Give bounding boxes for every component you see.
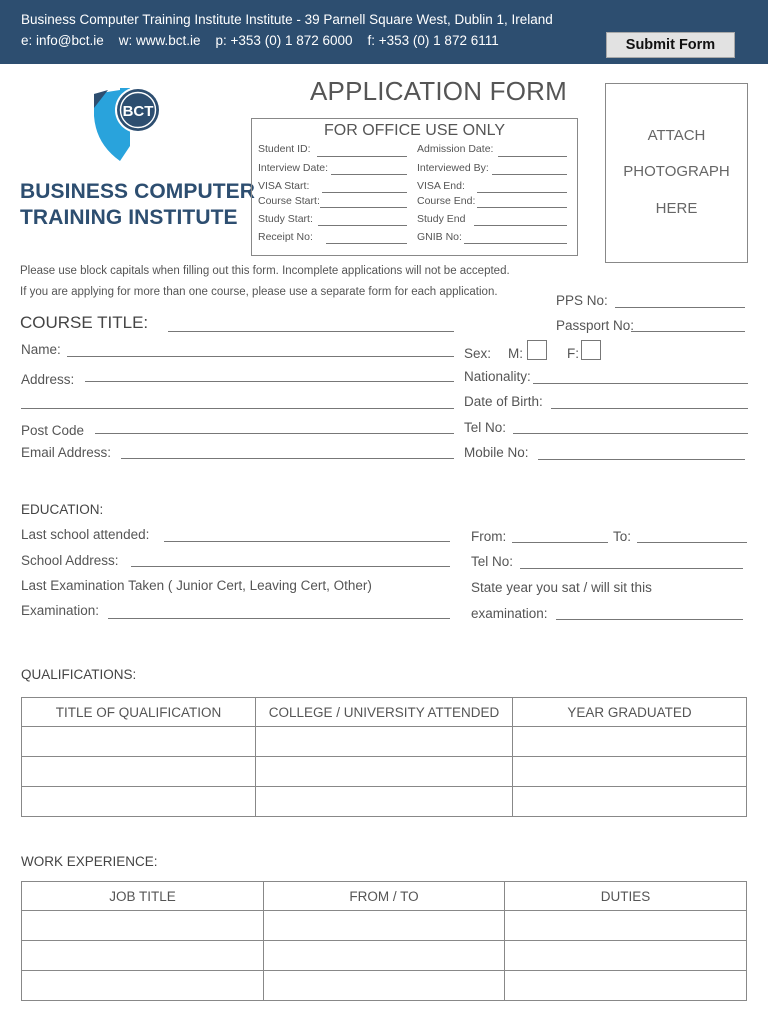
brand-name-line1: BUSINESS COMPUTER — [20, 180, 256, 203]
office-interview-date-label: Interview Date: — [258, 162, 329, 174]
table-cell[interactable] — [256, 757, 513, 787]
institute-address: Business Computer Training Institute Institute - 39 Parnell Square West, Dublin 1, Ireland — [21, 12, 553, 27]
table-cell[interactable] — [513, 727, 747, 757]
passport-field[interactable] — [631, 331, 745, 332]
edu-tel-label: Tel No: — [471, 554, 514, 569]
edu-to-label: To: — [613, 529, 632, 544]
tel-label: Tel No: — [464, 420, 507, 435]
photo-text-3: HERE — [655, 200, 698, 217]
education-heading: EDUCATION: — [21, 502, 104, 517]
office-gnib-no-field[interactable] — [464, 243, 567, 244]
address-field-2[interactable] — [21, 408, 454, 409]
name-label: Name: — [21, 342, 61, 357]
table-cell[interactable] — [22, 757, 256, 787]
course-title-label: COURSE TITLE: — [20, 313, 149, 332]
photo-attach-box[interactable] — [605, 83, 748, 263]
header-bar — [0, 0, 768, 64]
office-course-start-field[interactable] — [320, 207, 407, 208]
photo-text-2: PHOTOGRAPH — [623, 163, 730, 180]
address-field-1[interactable] — [85, 381, 454, 382]
table-row — [22, 757, 747, 787]
pps-label: PPS No: — [556, 293, 608, 308]
logo-text: BCT — [122, 103, 154, 120]
examination-field[interactable] — [108, 618, 450, 619]
table-cell[interactable] — [513, 757, 747, 787]
post-code-label: Post Code — [21, 423, 85, 438]
office-course-end-label: Course End: — [417, 195, 476, 207]
work-col-duties: DUTIES — [505, 882, 747, 911]
form-title: APPLICATION FORM — [310, 76, 567, 106]
examination-year-label: examination: — [471, 606, 548, 621]
work-col-job-title: JOB TITLE — [22, 882, 264, 911]
examination-year-field[interactable] — [556, 619, 743, 620]
email-field[interactable] — [121, 458, 454, 459]
sex-label: Sex: — [464, 346, 492, 361]
nationality-field[interactable] — [533, 383, 748, 384]
work-col-from-to: FROM / TO — [264, 882, 505, 911]
table-cell[interactable] — [264, 941, 505, 971]
passport-label: Passport No: — [556, 318, 635, 333]
address-label: Address: — [21, 372, 75, 387]
last-school-field[interactable] — [164, 541, 450, 542]
office-visa-start-field[interactable] — [322, 192, 407, 193]
sex-male-checkbox[interactable] — [527, 340, 547, 360]
email-label: Email Address: — [21, 445, 112, 460]
table-row — [22, 941, 747, 971]
office-study-end-field[interactable] — [474, 225, 567, 226]
table-cell[interactable] — [264, 911, 505, 941]
office-receipt-no-label: Receipt No: — [258, 231, 313, 243]
table-row — [22, 971, 747, 1001]
table-cell[interactable] — [264, 971, 505, 1001]
dob-field[interactable] — [551, 408, 748, 409]
office-use-box — [251, 118, 578, 256]
qualifications-heading: QUALIFICATIONS: — [21, 667, 137, 682]
office-study-end-label: Study End — [417, 213, 466, 225]
table-cell[interactable] — [22, 971, 264, 1001]
brand-name-line2: TRAINING INSTITUTE — [20, 206, 238, 229]
state-year-label: State year you sat / will sit this — [471, 580, 652, 595]
table-cell[interactable] — [505, 971, 747, 1001]
photo-text-1: ATTACH — [647, 127, 706, 144]
qual-col-title: TITLE OF QUALIFICATION — [22, 698, 256, 727]
table-row — [22, 787, 747, 817]
work-experience-heading: WORK EXPERIENCE: — [21, 854, 158, 869]
sex-female-label: F: — [567, 346, 579, 361]
institute-contacts: e: info@bct.ie w: www.bct.ie p: +353 (0) 1 872 6000 f: +353 (0) 1 872 6111 — [21, 33, 499, 48]
table-cell[interactable] — [256, 727, 513, 757]
school-address-field[interactable] — [131, 566, 450, 567]
table-cell[interactable] — [256, 787, 513, 817]
sex-male-label: M: — [508, 346, 523, 361]
office-student-id-label: Student ID: — [258, 143, 311, 155]
office-visa-start-label: VISA Start: — [258, 180, 310, 192]
pps-field[interactable] — [615, 307, 745, 308]
table-row — [22, 727, 747, 757]
table-cell[interactable] — [505, 941, 747, 971]
table-cell[interactable] — [22, 911, 264, 941]
table-cell[interactable] — [22, 787, 256, 817]
last-exam-label: Last Examination Taken ( Junior Cert, Leaving Cert, Other) — [21, 578, 372, 593]
submit-form-button[interactable]: Submit Form — [606, 32, 735, 58]
mobile-field[interactable] — [538, 459, 745, 460]
office-visa-end-label: VISA End: — [417, 180, 465, 192]
course-title-field[interactable] — [168, 331, 454, 332]
qual-col-year: YEAR GRADUATED — [513, 698, 747, 727]
instructions-line2: If you are applying for more than one course, please use a separate form for each application. — [20, 286, 498, 298]
name-field[interactable] — [67, 356, 454, 357]
bct-logo — [90, 86, 166, 164]
edu-tel-field[interactable] — [520, 568, 743, 569]
instructions-line1: Please use block capitals when filling out this form. Incomplete applications will not be accepted. — [20, 265, 510, 277]
table-row — [22, 911, 747, 941]
school-address-label: School Address: — [21, 553, 119, 568]
office-study-start-field[interactable] — [318, 225, 407, 226]
office-interviewed-by-field[interactable] — [492, 174, 567, 175]
tel-field[interactable] — [513, 433, 748, 434]
sex-female-checkbox[interactable] — [581, 340, 601, 360]
office-gnib-no-label: GNIB No: — [417, 231, 462, 243]
edu-to-field[interactable] — [637, 542, 747, 543]
office-use-title: FOR OFFICE USE ONLY — [323, 122, 506, 139]
post-code-field[interactable] — [95, 433, 454, 434]
edu-from-label: From: — [471, 529, 507, 544]
office-admission-date-label: Admission Date: — [417, 143, 494, 155]
nationality-label: Nationality: — [464, 369, 531, 384]
office-admission-date-field[interactable] — [498, 156, 567, 157]
office-course-end-field[interactable] — [477, 207, 567, 208]
examination-label: Examination: — [21, 603, 100, 618]
office-course-start-label: Course Start: — [258, 195, 320, 207]
qualifications-table — [21, 697, 747, 817]
edu-from-field[interactable] — [512, 542, 608, 543]
dob-label: Date of Birth: — [464, 394, 543, 409]
office-study-start-label: Study Start: — [258, 213, 313, 225]
office-interviewed-by-label: Interviewed By: — [417, 162, 489, 174]
table-cell[interactable] — [505, 911, 747, 941]
office-student-id-field[interactable] — [317, 156, 407, 157]
table-cell[interactable] — [22, 727, 256, 757]
office-receipt-no-field[interactable] — [326, 243, 407, 244]
office-visa-end-field[interactable] — [477, 192, 567, 193]
table-cell[interactable] — [22, 941, 264, 971]
last-school-label: Last school attended: — [21, 527, 150, 542]
table-cell[interactable] — [513, 787, 747, 817]
work-experience-table — [21, 881, 747, 1001]
mobile-label: Mobile No: — [464, 445, 529, 460]
qual-col-college: COLLEGE / UNIVERSITY ATTENDED — [256, 698, 513, 727]
office-interview-date-field[interactable] — [331, 174, 407, 175]
